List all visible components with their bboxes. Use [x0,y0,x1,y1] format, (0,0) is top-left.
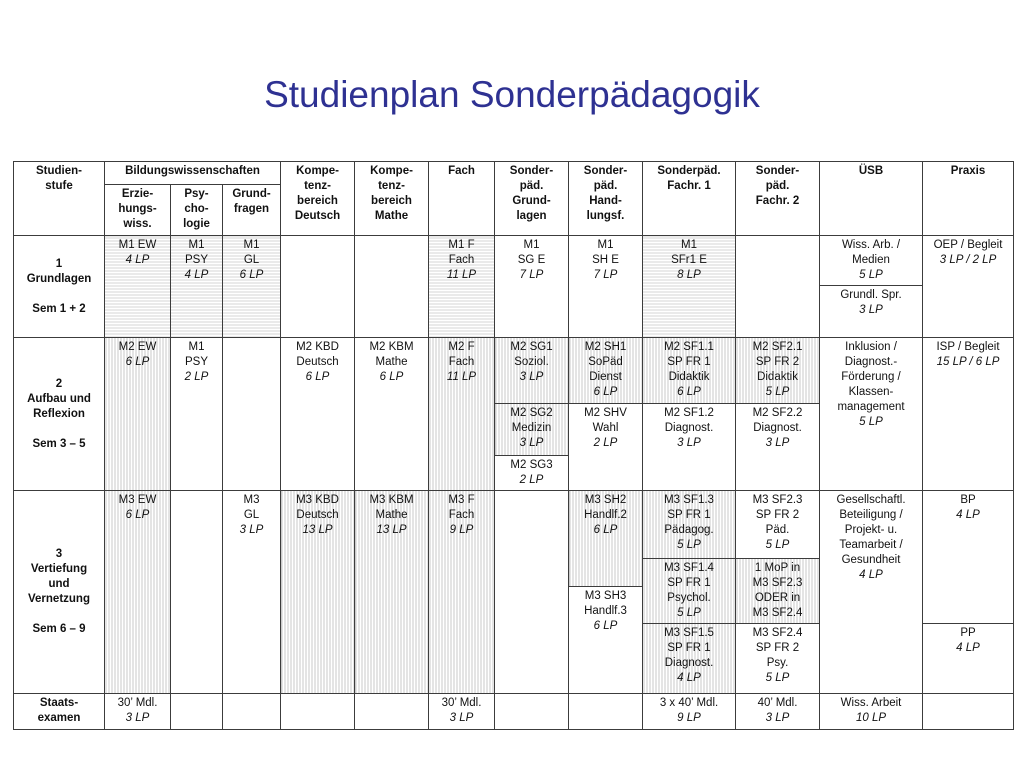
stage-3-sf14: M3 SF1.4 SP FR 1 Psychol. 5 LP [643,559,736,624]
stage-1-gl: M1 GL 6 LP [223,236,281,338]
exam-kd-empty [281,694,355,730]
header-erziehungswiss: Erzie- hungs- wiss. [105,185,171,236]
header-praxis: Praxis [923,162,1014,236]
stage-1-psy: M1 PSY 4 LP [171,236,223,338]
header-fachrichtung-2: Sonder- päd. Fachr. 2 [736,162,820,236]
stage-2-km: M2 KBM Mathe 6 LP [355,338,429,491]
stage-2-kd: M2 KBD Deutsch 6 LP [281,338,355,491]
stage-3-bp: BP 4 LP [923,491,1014,624]
stage-1-km-empty [355,236,429,338]
exam-sh-empty [569,694,643,730]
study-plan-table [13,161,1014,730]
stage-2-sg3: M2 SG3 2 LP [495,456,569,491]
stage-3-ew: M3 EW 6 LP [105,491,171,694]
header-psychologie: Psy- cho- logie [171,185,223,236]
stage-1-praxis: OEP / Begleit 3 LP / 2 LP [923,236,1014,338]
stage-3-sf24: M3 SF2.4 SP FR 2 Psy. 5 LP [736,624,820,694]
stage-1-ew: M1 EW 4 LP [105,236,171,338]
stage-2-sg1: M2 SG1 Soziol. 3 LP [495,338,569,404]
stage-2-usb: Inklusion / Diagnost.- Förderung / Klassen- management 5 LP [820,338,923,491]
stage-1-sh: M1 SH E 7 LP [569,236,643,338]
exam-fach: 30’ Mdl. 3 LP [429,694,495,730]
exam-sf1: 3 x 40’ Mdl. 9 LP [643,694,736,730]
exam-psy-empty [171,694,223,730]
page-title: Studienplan Sonderpädagogik [264,74,760,115]
stage-2-sf21: M2 SF2.1 SP FR 2 Didaktik 5 LP [736,338,820,404]
stage-2-sf11: M2 SF1.1 SP FR 1 Didaktik 6 LP [643,338,736,404]
header-fachrichtung-1: Sonderpäd. Fachr. 1 [643,162,736,236]
stage-3-usb: Gesellschaftl. Beteiligung / Projekt- u. Teamarbeit / Gesundheit 4 LP [820,491,923,694]
stage-3-sf15: M3 SF1.5 SP FR 1 Diagnost. 4 LP [643,624,736,694]
stage-3-pp: PP 4 LP [923,624,1014,694]
header-sonderpaed-grundlagen: Sonder- päd. Grund- lagen [495,162,569,236]
stage-2-sh1: M2 SH1 SoPäd Dienst 6 LP [569,338,643,404]
stage-3-sh3: M3 SH3 Handlf.3 6 LP [569,587,643,694]
header-kompetenz-deutsch: Kompe- tenz- bereich Deutsch [281,162,355,236]
stage-2-ew: M2 EW 6 LP [105,338,171,491]
stage-3-gl: M3 GL 3 LP [223,491,281,694]
exam-sg-empty [495,694,569,730]
stage-2-sg2: M2 SG2 Medizin 3 LP [495,404,569,456]
stage-2-shv: M2 SHV Wahl 2 LP [569,404,643,491]
stage-3-psy-empty [171,491,223,694]
stage-2-sf12: M2 SF1.2 Diagnost. 3 LP [643,404,736,491]
exam-label: Staats- examen [14,694,105,730]
header-sonderpaed-handlungsfelder: Sonder- päd. Hand- lungsf. [569,162,643,236]
stage-2-gl-empty [223,338,281,491]
stage-2-label: 2 Aufbau und Reflexion Sem 3 – 5 [14,338,105,491]
stage-2-fach: M2 F Fach 11 LP [429,338,495,491]
stage-1-sg: M1 SG E 7 LP [495,236,569,338]
stage-3-sf13: M3 SF1.3 SP FR 1 Pädagog. 5 LP [643,491,736,559]
exam-ew: 30’ Mdl. 3 LP [105,694,171,730]
stage-3-sg-empty [495,491,569,694]
header-kompetenz-mathe: Kompe- tenz- bereich Mathe [355,162,429,236]
stage-1-sf2-empty [736,236,820,338]
header-usb: ÜSB [820,162,923,236]
exam-sf2: 40’ Mdl. 3 LP [736,694,820,730]
stage-2-psy: M1 PSY 2 LP [171,338,223,491]
exam-usb: Wiss. Arbeit 10 LP [820,694,923,730]
exam-gl-empty [223,694,281,730]
stage-3-mop: 1 MoP in M3 SF2.3 ODER in M3 SF2.4 [736,559,820,624]
stage-3-sf23: M3 SF2.3 SP FR 2 Päd. 5 LP [736,491,820,559]
stage-1-usb-wiss-arb: Wiss. Arb. / Medien 5 LP [820,236,923,286]
header-studienstufe: Studien- stufe [14,162,105,236]
header-fach: Fach [429,162,495,236]
stage-1-kd-empty [281,236,355,338]
stage-1-usb-grundl-spr: Grundl. Spr. 3 LP [820,286,923,338]
stage-1-label: 1 Grundlagen Sem 1 + 2 [14,236,105,338]
stage-3-fach: M3 F Fach 9 LP [429,491,495,694]
stage-3-km: M3 KBM Mathe 13 LP [355,491,429,694]
stage-3-kd: M3 KBD Deutsch 13 LP [281,491,355,694]
header-bildungswissenschaften: Bildungswissenschaften [105,162,281,185]
exam-praxis-empty [923,694,1014,730]
stage-1-sf1: M1 SFr1 E 8 LP [643,236,736,338]
stage-2-praxis: ISP / Begleit 15 LP / 6 LP [923,338,1014,491]
stage-2-sf22: M2 SF2.2 Diagnost. 3 LP [736,404,820,491]
stage-1-fach: M1 F Fach 11 LP [429,236,495,338]
header-grundfragen: Grund- fragen [223,185,281,236]
stage-3-label: 3 Vertiefung und Vernetzung Sem 6 – 9 [14,491,105,694]
exam-km-empty [355,694,429,730]
stage-3-sh2: M3 SH2 Handlf.2 6 LP [569,491,643,587]
